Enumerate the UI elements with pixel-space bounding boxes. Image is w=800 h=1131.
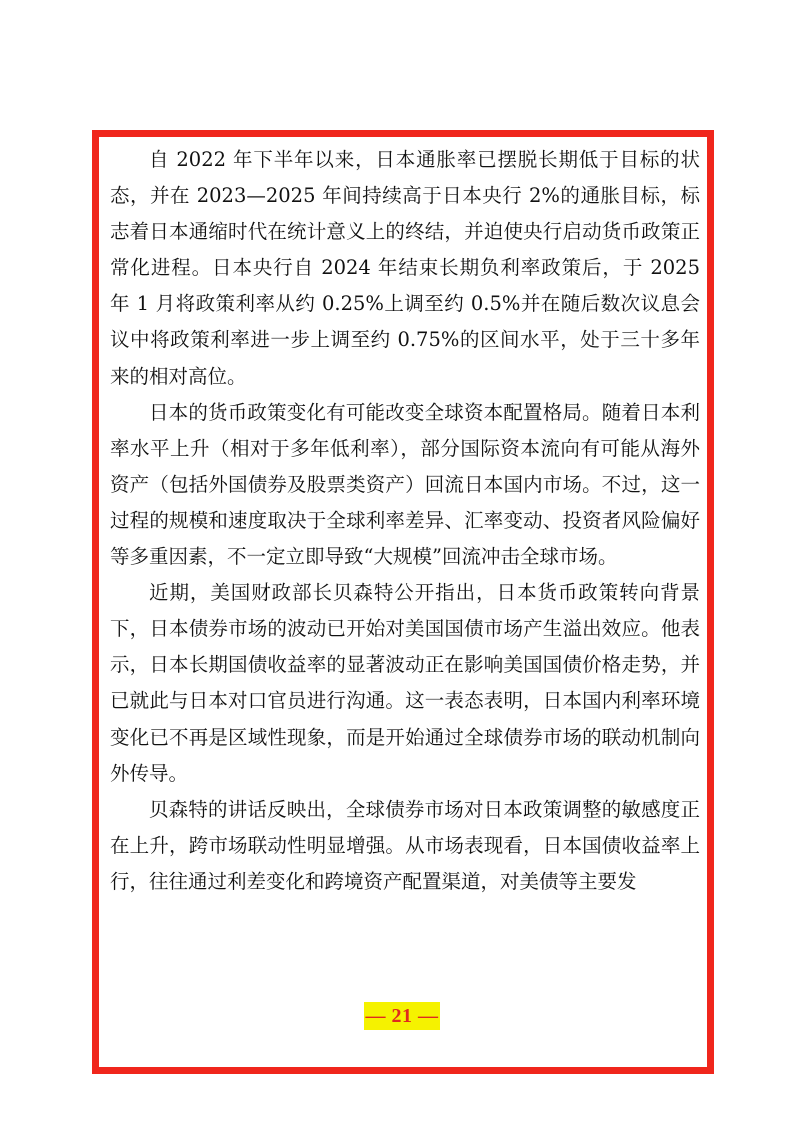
page-number: — 21 — xyxy=(364,1002,440,1030)
paragraph-3: 近期，美国财政部长贝森特公开指出，日本货币政策转向背景下，日本债券市场的波动已开始对美国国债市场产生溢出效应。他表示，日本长期国债收益率的显著波动正在影响美国国债价格走势，并已就此与日本对口官员进行沟通。这一表态表明，日本国内利率环境变化已不再是区域性现象，而是开始通过全球债券市场的联动机制向外传导。 xyxy=(110,581,700,785)
paragraph-1: 自 2022 年下半年以来，日本通胀率已摆脱长期低于目标的状态，并在 2023—2025 年间持续高于日本央行 2%的通胀目标，标志着日本通缩时代在统计意义上的终结，并迫使央行启动货币政策正常化进程。日本央行自 2024 年结束长期负利率政策后，于 2025 年 1 月将政策利率从约 0.25%上调至约 0.5%并在随后数次议息会议中将政策利率进一步上调至约 0.75%的区间水平，处于三十多年来的相对高位。 xyxy=(110,148,700,388)
paragraph-4: 贝森特的讲话反映出，全球债券市场对日本政策调整的敏感度正在上升，跨市场联动性明显增强。从市场表现看，日本国债收益率上行，往往通过利差变化和跨境资产配置渠道，对美债等主要发 xyxy=(110,797,700,893)
article-body xyxy=(110,142,700,900)
paragraph-2: 日本的货币政策变化有可能改变全球资本配置格局。随着日本利率水平上升（相对于多年低利率），部分国际资本流向有可能从海外资产（包括外国债券及股票类资产）回流日本国内市场。不过，这一过程的规模和速度取决于全球利率差异、汇率变动、投资者风险偏好等多重因素，不一定立即导致“大规模”回流冲击全球市场。 xyxy=(110,400,700,569)
